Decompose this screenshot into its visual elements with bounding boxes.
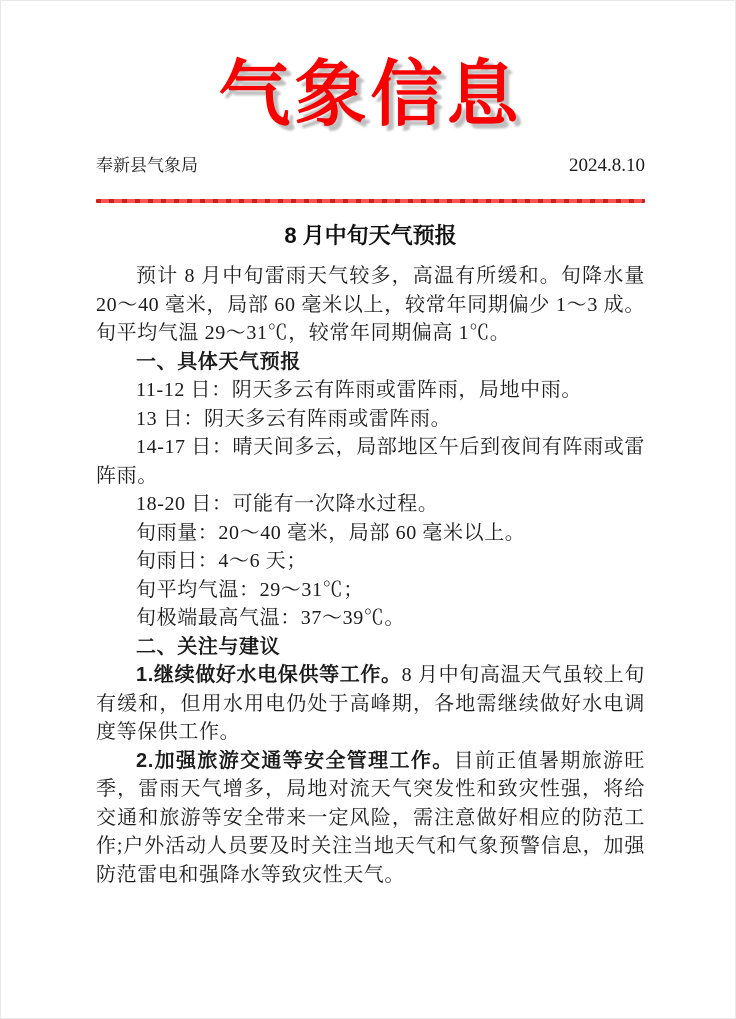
forecast-avg-temp: 旬平均气温：29～31℃； — [136, 578, 364, 601]
advice-2-text: 目前正值暑期旅游旺季，雷雨天气增多，局地对流天气突发性和致灾性强，将给交通和旅游等安全带来一定风险，需注意做好相应的防范工作;户外活动人员要及时关注当地天气和气象预警信息，加强防范雷电和强降水等致灾性天气。 — [96, 749, 645, 886]
forecast-line-11-12: 11-12 日：阴天多云有阵雨或雷阵雨，局地中雨。 — [136, 379, 582, 402]
advice-1-lead: 1.继续做好水电保供等工作。 — [136, 664, 402, 687]
advice-paragraph-2 — [96, 747, 645, 890]
forecast-rainfall: 旬雨量：20～40 毫米，局部 60 毫米以上。 — [136, 521, 526, 544]
article-title: 8 月中旬天气预报 — [284, 223, 457, 249]
forecast-line-18-20: 18-20 日：可能有一次降水过程。 — [136, 493, 439, 516]
forecast-max-temp: 旬极端最高气温：37～39℃。 — [136, 607, 405, 630]
red-divider-line — [96, 199, 645, 203]
intro-paragraph: 预计 8 月中旬雷雨天气较多，高温有所缓和。旬降水量 20～40 毫米，局部 60 毫米以上，较常年同期偏少 1～3 成。旬平均气温 29～31℃，较常年同期偏高 1℃。 — [96, 265, 645, 345]
advice-2-lead: 2.加强旅游交通等安全管理工作。 — [136, 749, 454, 772]
section1-heading: 一、具体天气预报 — [136, 350, 301, 373]
section2-heading: 二、关注与建议 — [136, 635, 281, 658]
forecast-line-14-17: 14-17 日：晴天间多云，局部地区午后到夜间有阵雨或雷阵雨。 — [96, 436, 645, 487]
masthead-title: 气象信息 — [218, 51, 523, 136]
advice-1-text: 8 月中旬高温天气虽较上旬有缓和，但用水用电仍处于高峰期，各地需继续做好水电调度等保供工作。 — [96, 664, 645, 744]
forecast-rain-days: 旬雨日：4～6 天； — [136, 550, 307, 573]
agency-name: 奉新县气象局 — [96, 156, 198, 176]
forecast-line-13: 13 日：阴天多云有阵雨或雷阵雨。 — [136, 407, 452, 430]
advice-paragraph-1 — [96, 661, 645, 747]
issue-date: 2024.8.10 — [569, 155, 645, 177]
meta-row — [96, 151, 645, 177]
